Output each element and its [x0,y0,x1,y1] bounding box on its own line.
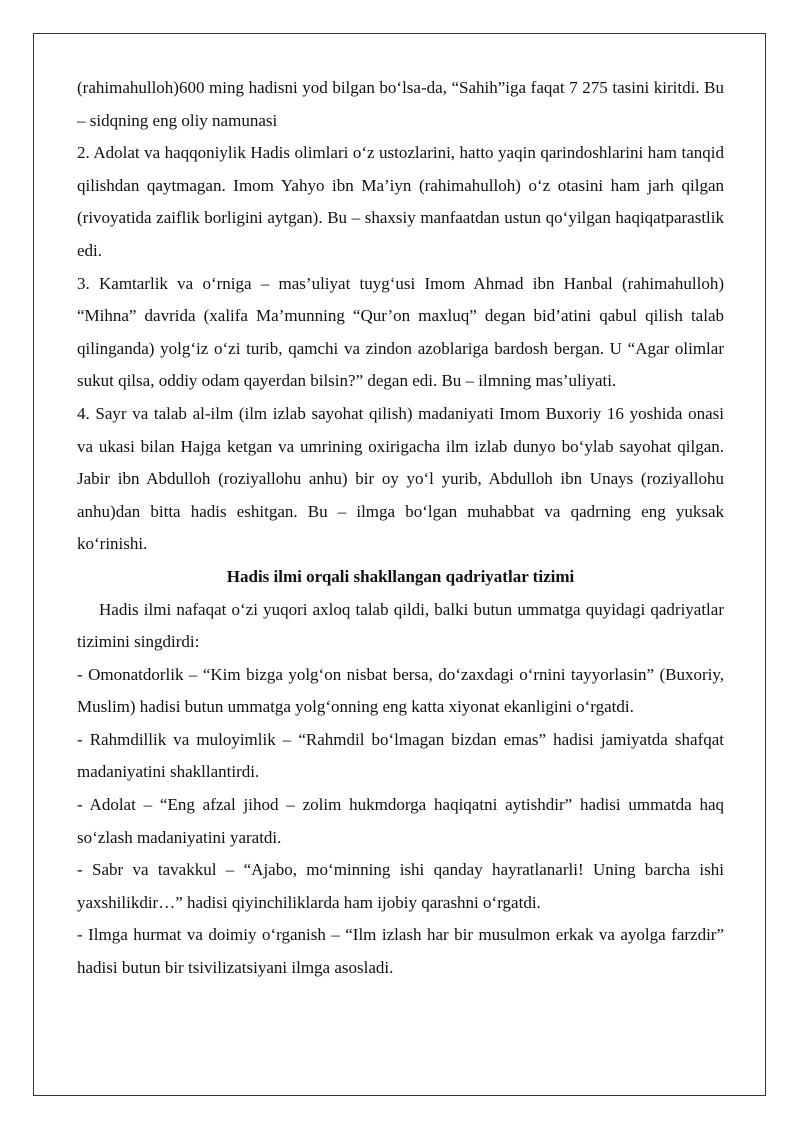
list-item-ilmga-hurmat: - Ilmga hurmat va doimiy o‘rganish – “Ilm izlash har bir musulmon erkak va ayolga farzdir” hadisi butun bir tsivilizatsiyani ilmga asosladi. [77,925,724,978]
paragraph-sayr: 4. Sayr va talab al-ilm (ilm izlab sayohat qilish) madaniyati Imom Buxoriy 16 yoshida onasi va ukasi bilan Hajga ketgan va umrining oxirigacha ilm izlab dunyo bo‘ylab sayohat qilgan. Jabir ibn Abdulloh (roziyallohu anhu) bir oy yo‘l yurib, Abdulloh ibn Unays (roziyallohu anhu)dan bitta hadis eshitgan. Bu – ilmga bo‘lgan muhabbat va qadrning eng yuksak ko‘rinishi. [77,403,724,554]
list-item-omonatdorlik: - Omonatdorlik – “Kim bizga yolg‘on nisbat bersa, do‘zaxdagi o‘rnini tayyorlasin” (Buxoriy, Muslim) hadisi butun ummatga yolg‘onning eng katta xiyonat ekanligini o‘rgatdi. [77,664,724,717]
section-heading: Hadis ilmi orqali shakllangan qadriyatlar tizimi [226,566,575,586]
paragraph-adolat: 2. Adolat va haqqoniylik Hadis olimlari o‘z ustozlarini, hatto yaqin qarindoshlarini ham tanqid qilishdan qaytmagan. Imom Yahyo ibn Ma’iyn (rahimahulloh) o‘z otasini ham jarh qilgan (rivoyatida zaiflik borligini aytgan). Bu – shaxsiy manfaatdan ustun qo‘yilgan haqiqatparastlik edi. [77,143,724,260]
document-body [77,72,724,985]
paragraph-sidq: (rahimahulloh)600 ming hadisni yod bilgan bo‘lsa-da, “Sahih”iga faqat 7 275 tasini kiritdi. Bu – sidqning eng oliy namunasi [77,78,724,130]
intro-paragraph: Hadis ilmi nafaqat o‘zi yuqori axloq talab qildi, balki butun ummatga quyidagi qadriyatlar tizimini singdirdi: [77,599,724,652]
list-item-sabr: - Sabr va tavakkul – “Ajabo, mo‘minning ishi qanday hayratlanarli! Uning barcha ishi yaxshilikdir…” hadisi qiyinchiliklarda ham ijobiy qarashni o‘rgatdi. [77,860,724,912]
paragraph-kamtarlik: 3. Kamtarlik va o‘rniga – mas’uliyat tuyg‘usi Imom Ahmad ibn Hanbal (rahimahulloh) “Mihna” davrida (xalifa Ma’munning “Qur’on maxluq” degan bid’atini qabul qilish talab qilinganda) yolg‘iz o‘zi turib, qamchi va zindon azoblariga bardosh bergan. U “Agar olimlar sukut qilsa, oddiy odam qayerdan bilsin?” degan edi. Bu – ilmning mas’uliyati. [77,273,724,391]
list-item-adolat: - Adolat – “Eng afzal jihod – zolim hukmdorga haqiqatni aytishdir” hadisi ummatda haq so‘zlash madaniyatini yaratdi. [77,795,724,847]
list-item-rahmdillik: - Rahmdillik va muloyimlik – “Rahmdil bo‘lmagan bizdan emas” hadisi jamiyatda shafqat madaniyatini shakllantirdi. [77,729,724,782]
